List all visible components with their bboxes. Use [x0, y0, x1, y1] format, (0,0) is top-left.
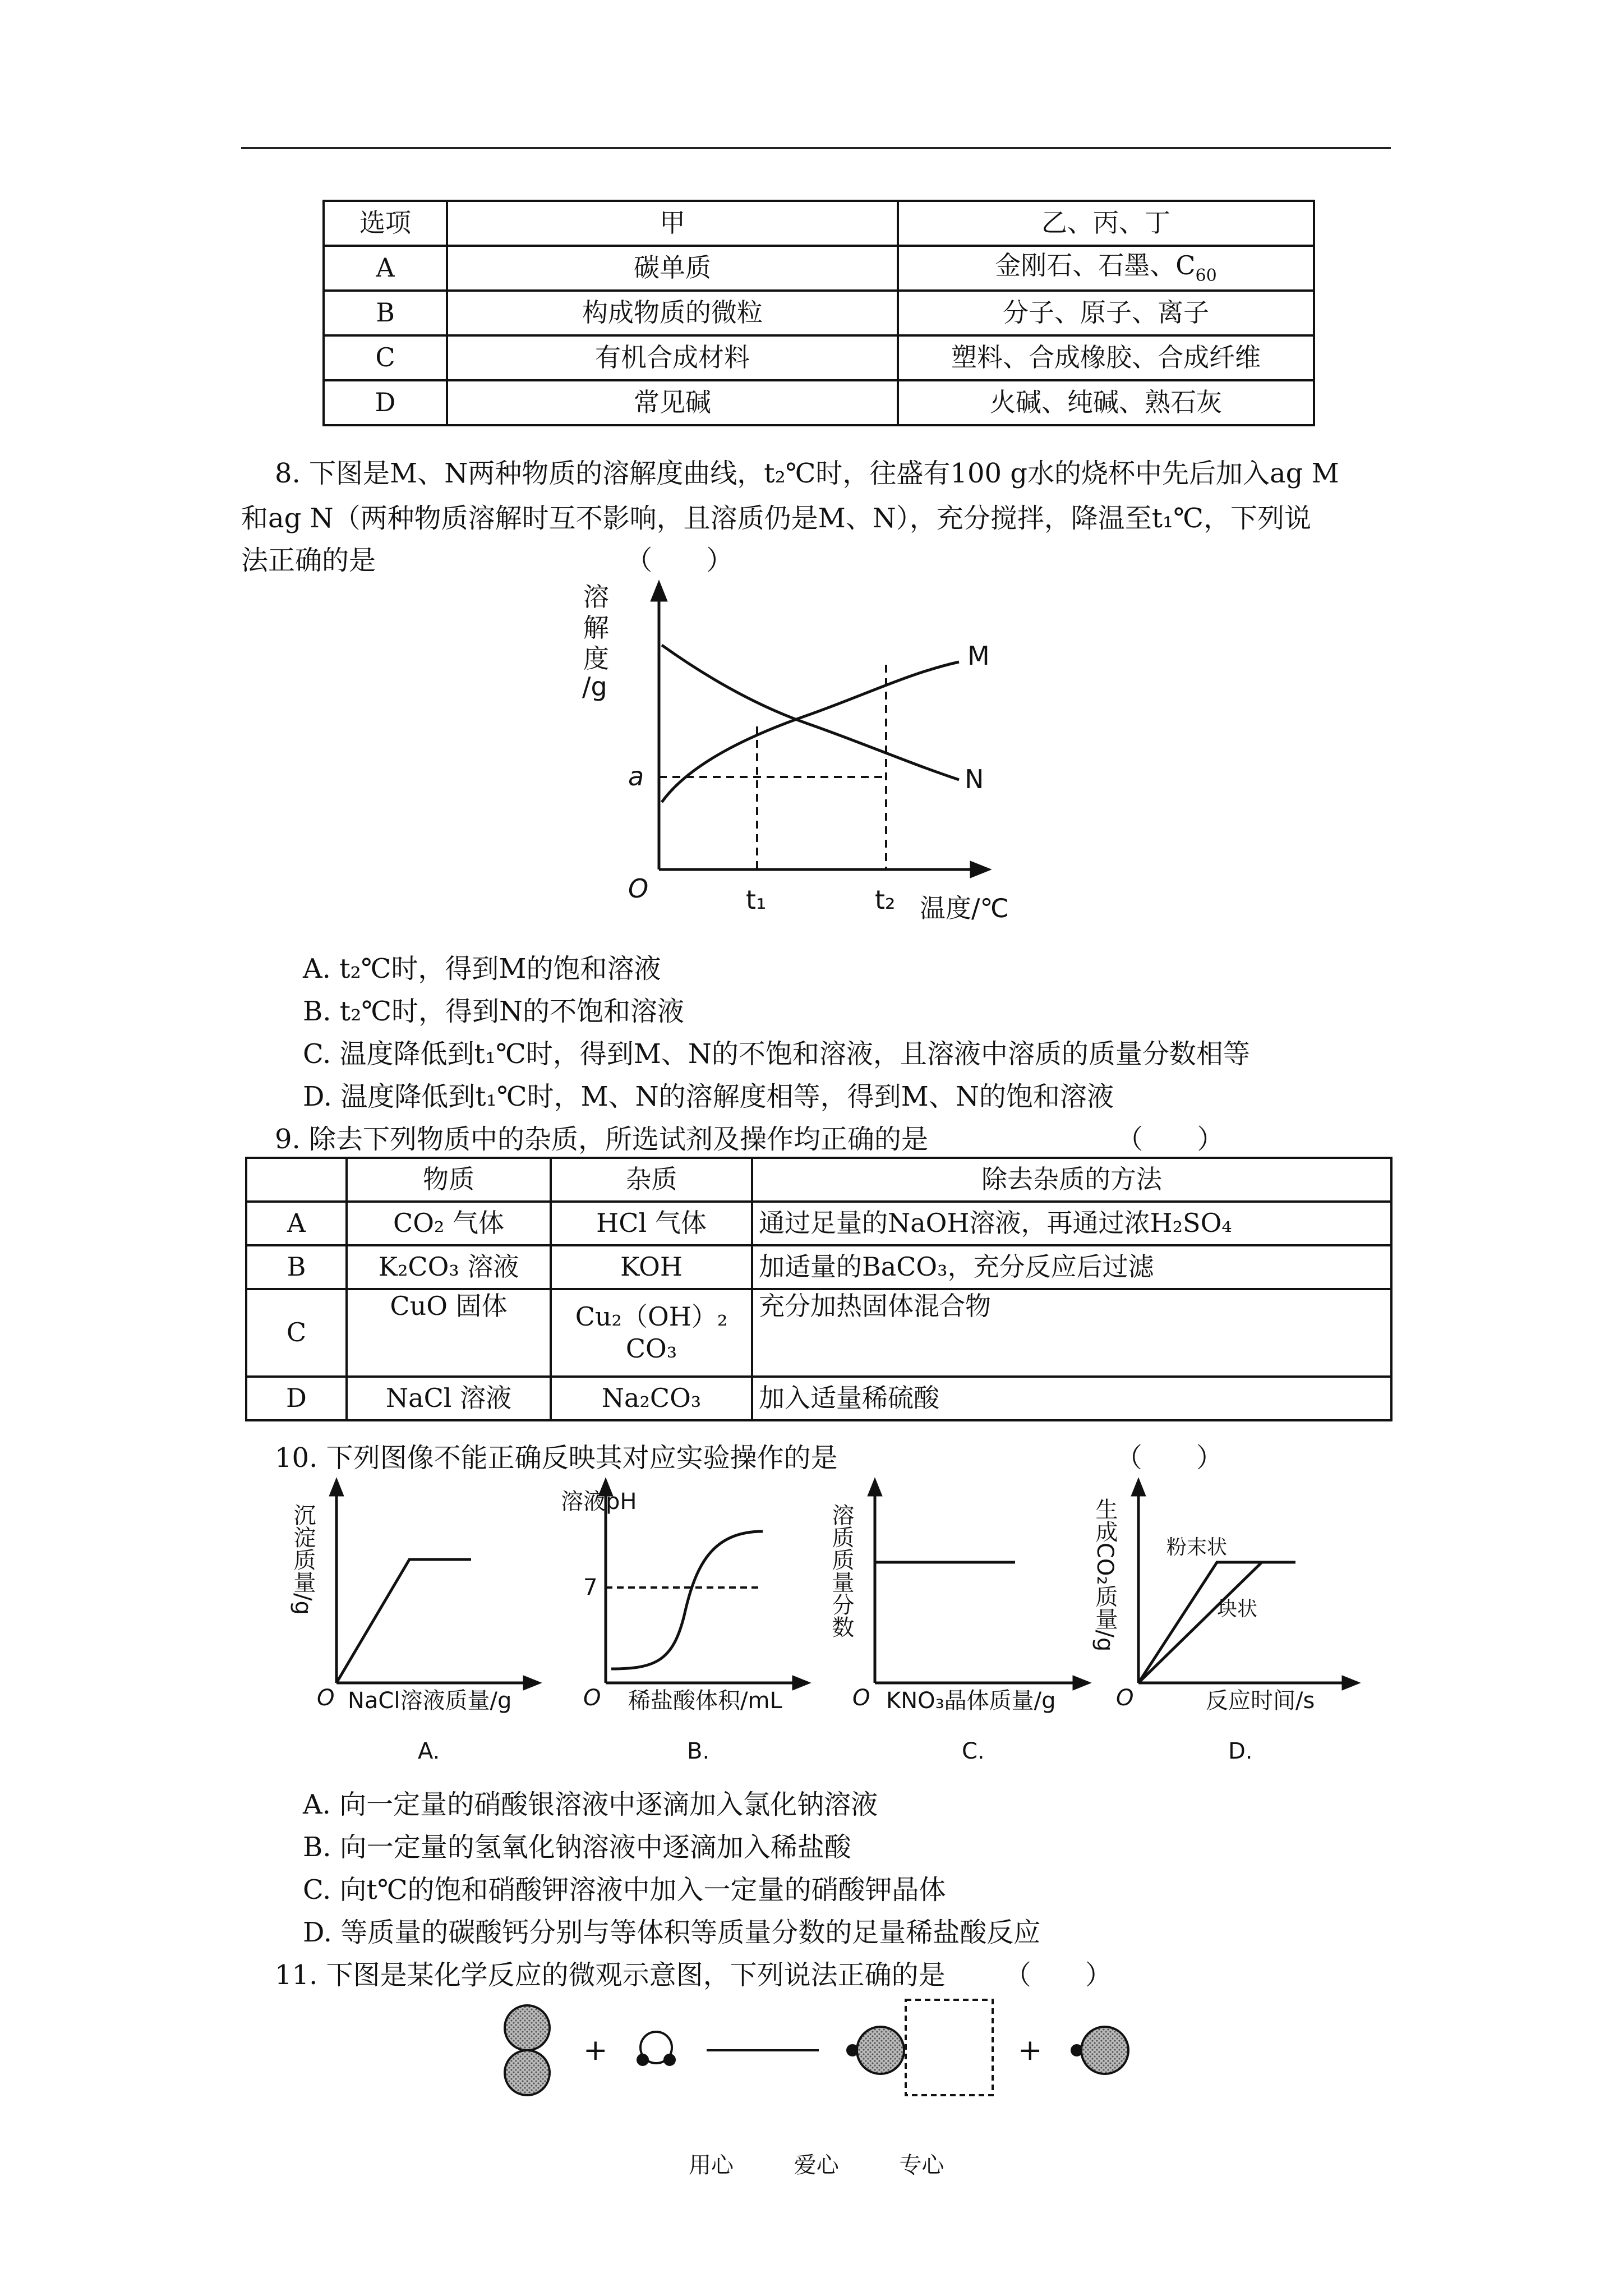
table-cell: 常见碱 [447, 380, 898, 425]
graph-b-xlabel: 稀盐酸体积/mL [628, 1688, 782, 1714]
footer-item: 用心 [689, 2152, 734, 2178]
table-header-cell: 乙、丙、丁 [898, 201, 1314, 246]
origin-label: O [1116, 1685, 1134, 1711]
table-row [324, 335, 1314, 380]
origin-label: O [317, 1685, 335, 1711]
graph-c-ylabel: 溶质质量分数 [828, 1503, 854, 1638]
graph-a-ylabel: 沉淀质量/g [290, 1503, 316, 1615]
table-cell: D [324, 380, 447, 425]
table-row [246, 1289, 1391, 1377]
classification-table [322, 200, 1315, 426]
table-cell [898, 246, 1314, 291]
table-row [246, 1377, 1391, 1420]
table-cell: 充分加热固体混合物 [752, 1289, 1391, 1377]
reaction-diagram [488, 1997, 1161, 2120]
table-row [324, 291, 1314, 335]
answer-blank: （ ） [1004, 1959, 1112, 1991]
chart-xlabel: 温度/℃ [920, 893, 1009, 923]
table-cell: HCl 气体 [551, 1202, 752, 1245]
table-cell: 分子、原子、离子 [898, 291, 1314, 335]
graph-d-tag: D. [1228, 1738, 1253, 1764]
table-header-row [246, 1158, 1391, 1202]
table-cell: C [246, 1289, 347, 1377]
solubility-chart [572, 578, 1032, 931]
q8-stem-text: 法正确的是 [241, 545, 376, 576]
table-row [324, 246, 1314, 291]
table-row [246, 1245, 1391, 1289]
table-cell: Cu₂（OH）₂ CO₃ [551, 1289, 752, 1377]
subscript: 60 [1195, 266, 1217, 286]
table-cell: CuO 固体 [347, 1289, 551, 1377]
q10-option-c: C. 向t℃的饱和硝酸钾溶液中加入一定量的硝酸钾晶体 [303, 1874, 946, 1906]
table-cell: Na₂CO₃ [551, 1377, 752, 1420]
q8-option-b: B. t₂℃时，得到N的不饱和溶液 [303, 996, 685, 1027]
footer-item: 专心 [899, 2152, 944, 2178]
graph-c-tag: C. [962, 1738, 985, 1764]
table-cell: 碳单质 [447, 246, 898, 291]
cell-text: 金刚石、石墨、C [995, 250, 1196, 281]
origin-label: O [583, 1685, 601, 1711]
impurity-table [245, 1157, 1393, 1421]
lump-label: 块状 [1217, 1598, 1258, 1621]
table-cell: A [324, 246, 447, 291]
table-cell: NaCl 溶液 [347, 1377, 551, 1420]
footer [689, 2147, 944, 2179]
table-cell: 加适量的BaCO₃，充分反应后过滤 [752, 1245, 1391, 1289]
chart-ylabel: 度 [583, 643, 609, 674]
curve-n-label: N [965, 764, 984, 794]
plus-sign: + [1018, 2033, 1043, 2067]
table-cell: 构成物质的微粒 [447, 291, 898, 335]
graph-d-ylabel: 生成CO₂质量/g [1092, 1498, 1118, 1652]
table-cell: 有机合成材料 [447, 335, 898, 380]
graph-b-ylabel: 溶液pH [561, 1489, 637, 1515]
table-row [324, 380, 1314, 425]
q11-stem-text: 11. 下图是某化学反应的微观示意图，下列说法正确的是 [275, 1959, 946, 1991]
table-header-cell [246, 1158, 347, 1202]
answer-blank: （ ） [1116, 1124, 1224, 1155]
q8-option-d: D. 温度降低到t₁℃时，M、N的溶解度相等，得到M、N的饱和溶液 [303, 1081, 1114, 1112]
table-header-cell: 杂质 [551, 1158, 752, 1202]
graph-b-tag: B. [687, 1738, 710, 1764]
table-cell: 加入适量稀硫酸 [752, 1377, 1391, 1420]
q8-option-a: A. t₂℃时，得到M的饱和溶液 [303, 953, 661, 984]
q11-stem [275, 1953, 1112, 1992]
table-cell: A [246, 1202, 347, 1245]
table-cell: CO₂ 气体 [347, 1202, 551, 1245]
graph-c-xlabel: KNO₃晶体质量/g [886, 1688, 1056, 1714]
q8-option-c: C. 温度降低到t₁℃时，得到M、N的不饱和溶液，且溶液中溶质的质量分数相等 [303, 1038, 1250, 1070]
t1-label: t₁ [746, 885, 767, 915]
table-header-cell: 物质 [347, 1158, 551, 1202]
graph-d-xlabel: 反应时间/s [1206, 1688, 1315, 1714]
q10-stem-text: 10. 下列图像不能正确反映其对应实验操作的是 [275, 1442, 838, 1474]
q10-option-b: B. 向一定量的氢氧化钠溶液中逐滴加入稀盐酸 [303, 1832, 851, 1863]
table-cell: B [246, 1245, 347, 1289]
powder-label: 粉末状 [1166, 1536, 1228, 1559]
a-label: a [628, 761, 644, 792]
q9-stem [275, 1117, 1224, 1156]
table-cell: B [324, 291, 447, 335]
ph-7-mark: 7 [583, 1575, 598, 1600]
q8-stem-line1: 8. 下图是M、N两种物质的溶解度曲线，t₂℃时，往盛有100 g水的烧杯中先后加入ag M [275, 458, 1339, 489]
chart-ylabel: 溶 [583, 582, 609, 612]
q8-stem-line3 [241, 539, 733, 577]
table-cell: 通过足量的NaOH溶液，再通过浓H₂SO₄ [752, 1202, 1391, 1245]
q10-graphs [286, 1470, 1380, 1773]
table-header-cell: 选项 [324, 201, 447, 246]
table-cell: 火碱、纯碱、熟石灰 [898, 380, 1314, 425]
table-header-cell: 除去杂质的方法 [752, 1158, 1391, 1202]
header-rule [241, 147, 1391, 149]
q10-stem [275, 1436, 1223, 1475]
table-cell: D [246, 1377, 347, 1420]
table-cell: C [324, 335, 447, 380]
footer-item: 爱心 [794, 2152, 839, 2178]
q10-option-d: D. 等质量的碳酸钙分别与等体积等质量分数的足量稀盐酸反应 [303, 1917, 1041, 1948]
table-cell: KOH [551, 1245, 752, 1289]
plus-sign: + [583, 2033, 608, 2067]
graph-a-xlabel: NaCl溶液质量/g [348, 1688, 512, 1714]
table-header-cell: 甲 [447, 201, 898, 246]
table-cell: K₂CO₃ 溶液 [347, 1245, 551, 1289]
answer-blank: （ ） [1115, 1442, 1223, 1474]
table-cell: 塑料、合成橡胶、合成纤维 [898, 335, 1314, 380]
q9-stem-text: 9. 除去下列物质中的杂质，所选试剂及操作均正确的是 [275, 1124, 929, 1155]
table-header-row [324, 201, 1314, 246]
origin-label: O [628, 873, 649, 904]
table-row [246, 1202, 1391, 1245]
t2-label: t₂ [875, 885, 896, 915]
graph-a-tag: A. [418, 1738, 440, 1764]
curve-m-label: M [967, 641, 990, 671]
origin-label: O [852, 1685, 870, 1711]
chart-ylabel: 解 [583, 613, 609, 643]
q8-stem-line2: 和ag N（两种物质溶解时互不影响，且溶质仍是M、N），充分搅拌，降温至t₁℃，下列说 [241, 503, 1311, 534]
answer-blank: （ ） [625, 545, 734, 576]
chart-ylabel: /g [582, 671, 607, 702]
q10-option-a: A. 向一定量的硝酸银溶液中逐滴加入氯化钠溶液 [303, 1789, 878, 1820]
